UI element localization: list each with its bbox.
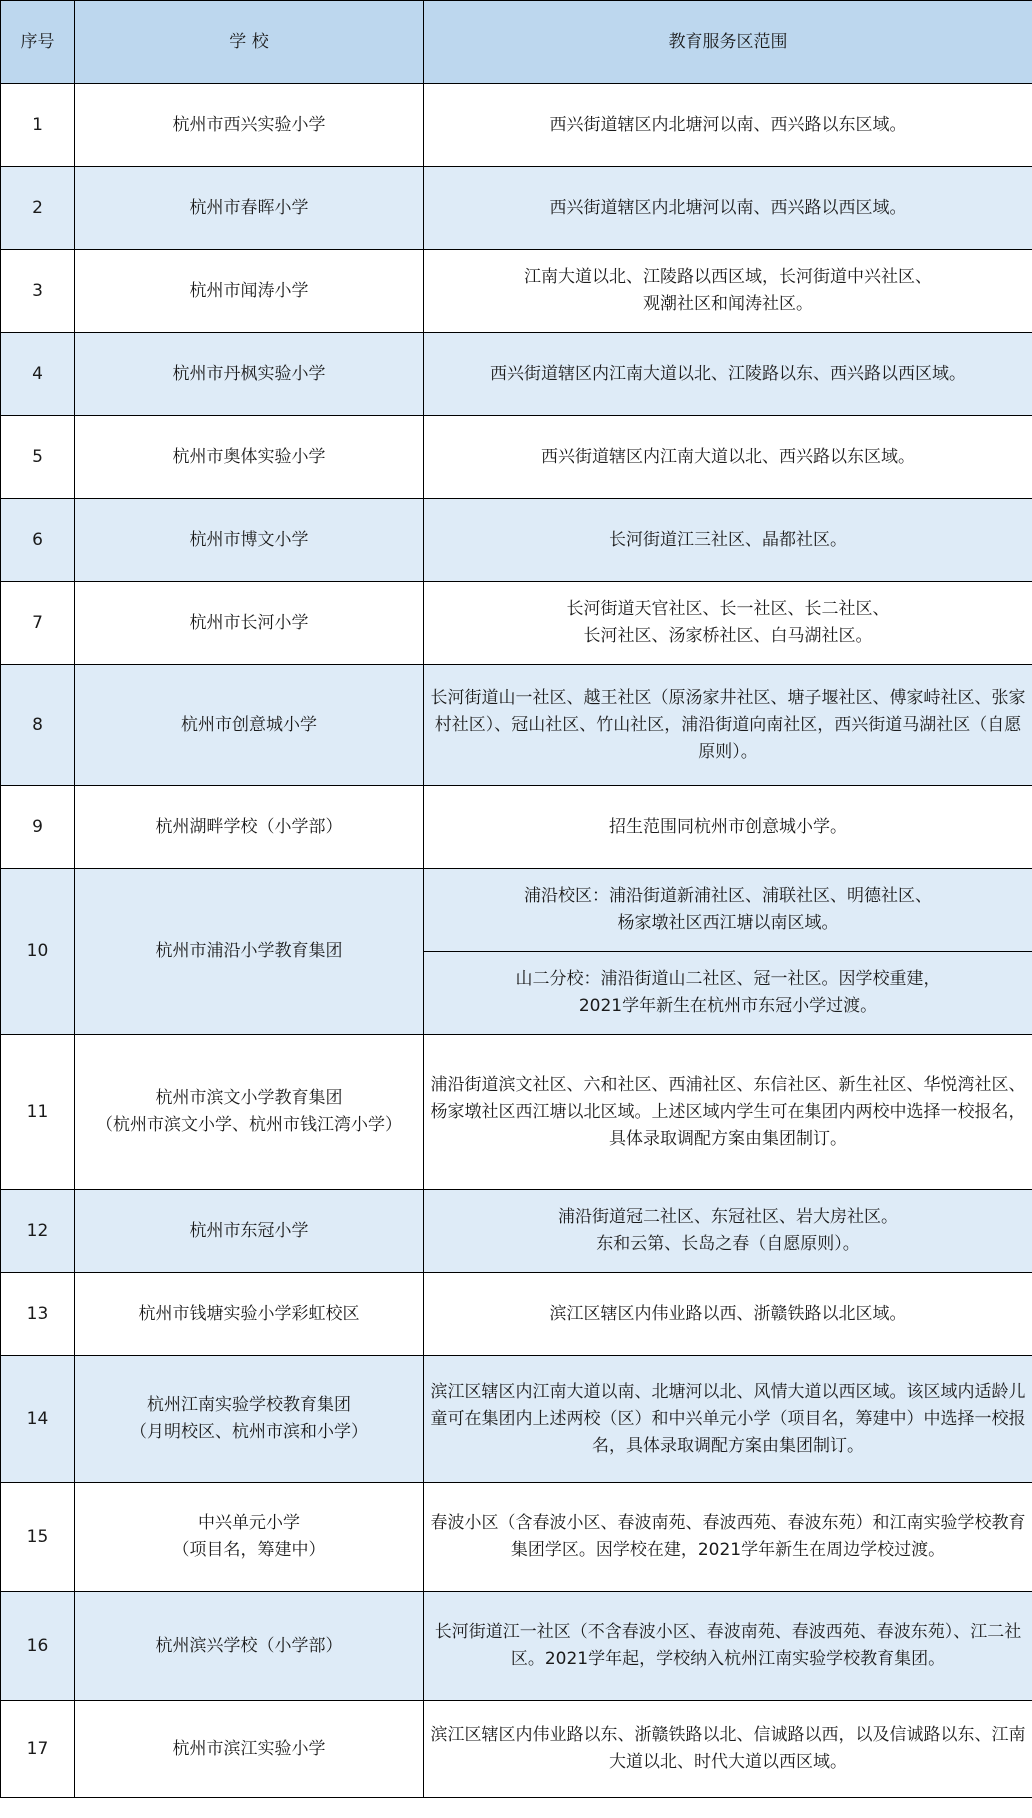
table-row bbox=[1, 250, 1032, 333]
service-area: 西兴街道辖区内江南大道以北、西兴路以东区域。 bbox=[424, 416, 1032, 499]
table-row bbox=[1, 1701, 1032, 1798]
row-number: 13 bbox=[1, 1273, 75, 1356]
school-name: 杭州市创意城小学 bbox=[75, 665, 424, 786]
service-area-line: 浦沿校区：浦沿街道新浦社区、浦联社区、明德社区、 bbox=[524, 886, 932, 906]
row-number: 15 bbox=[1, 1483, 75, 1592]
table-row bbox=[1, 499, 1032, 582]
table-row bbox=[1, 786, 1032, 869]
school-name-line: （月明校区、杭州市滨和小学） bbox=[130, 1422, 368, 1442]
service-area-line: 2021学年新生在杭州市东冠小学过渡。 bbox=[578, 996, 878, 1016]
service-area: 春波小区（含春波小区、春波南苑、春波西苑、春波东苑）和江南实验学校教育集团学区。因学校在建，2021学年新生在周边学校过渡。 bbox=[424, 1483, 1032, 1592]
school-name bbox=[75, 1035, 424, 1190]
row-number: 12 bbox=[1, 1190, 75, 1273]
service-area bbox=[424, 582, 1032, 665]
service-area-line: 江南大道以北、江陵路以西区域，长河街道中兴社区、 bbox=[524, 267, 932, 287]
row-number: 10 bbox=[1, 869, 75, 1035]
table-row bbox=[1, 665, 1032, 786]
school-name: 杭州市西兴实验小学 bbox=[75, 84, 424, 167]
service-area: 浦沿街道滨文社区、六和社区、西浦社区、东信社区、新生社区、华悦湾社区、杨家墩社区西江塘以北区域。上述区域内学生可在集团内两校中选择一校报名，具体录取调配方案由集团制订。 bbox=[424, 1035, 1032, 1190]
service-area-branch bbox=[424, 952, 1032, 1035]
row-number: 1 bbox=[1, 84, 75, 167]
table-row bbox=[1, 1035, 1032, 1190]
service-area-line: 长河街道天官社区、长一社区、长二社区、 bbox=[566, 599, 890, 619]
service-area bbox=[424, 1190, 1032, 1273]
service-area-line: 杨家墩社区西江塘以南区域。 bbox=[617, 913, 839, 933]
header-area: 教育服务区范围 bbox=[424, 1, 1032, 84]
row-number: 6 bbox=[1, 499, 75, 582]
header-row bbox=[1, 1, 1032, 84]
school-name-line: 杭州市滨文小学教育集团 bbox=[155, 1088, 343, 1108]
table-row bbox=[1, 1592, 1032, 1701]
service-area: 西兴街道辖区内江南大道以北、江陵路以东、西兴路以西区域。 bbox=[424, 333, 1032, 416]
row-number: 9 bbox=[1, 786, 75, 869]
school-name-line: （杭州市滨文小学、杭州市钱江湾小学） bbox=[96, 1115, 402, 1135]
row-number: 3 bbox=[1, 250, 75, 333]
service-area: 长河街道江三社区、晶都社区。 bbox=[424, 499, 1032, 582]
service-area bbox=[424, 250, 1032, 333]
table-row bbox=[1, 1273, 1032, 1356]
school-name: 杭州市浦沿小学教育集团 bbox=[75, 869, 424, 1035]
table-row bbox=[1, 416, 1032, 499]
table-row bbox=[1, 84, 1032, 167]
table-row bbox=[1, 1190, 1032, 1273]
table-row bbox=[1, 869, 1032, 952]
service-area-campus bbox=[424, 869, 1032, 952]
row-number: 8 bbox=[1, 665, 75, 786]
service-area: 招生范围同杭州市创意城小学。 bbox=[424, 786, 1032, 869]
header-school: 学 校 bbox=[75, 1, 424, 84]
school-name-line: （项目名，筹建中） bbox=[172, 1540, 326, 1560]
service-area: 西兴街道辖区内北塘河以南、西兴路以西区域。 bbox=[424, 167, 1032, 250]
row-number: 17 bbox=[1, 1701, 75, 1798]
service-area: 滨江区辖区内江南大道以南、北塘河以北、风情大道以西区域。该区域内适龄儿童可在集团内上述两校（区）和中兴单元小学（项目名，筹建中）中选择一校报名，具体录取调配方案由集团制订。 bbox=[424, 1356, 1032, 1483]
row-number: 11 bbox=[1, 1035, 75, 1190]
school-name: 杭州市博文小学 bbox=[75, 499, 424, 582]
school-name: 杭州市闻涛小学 bbox=[75, 250, 424, 333]
service-area-line: 东和云第、长岛之春（自愿原则）。 bbox=[596, 1234, 860, 1254]
service-area-line: 长河社区、汤家桥社区、白马湖社区。 bbox=[583, 626, 873, 646]
school-name: 杭州市滨江实验小学 bbox=[75, 1701, 424, 1798]
school-name: 杭州市长河小学 bbox=[75, 582, 424, 665]
service-area-line: 观潮社区和闻涛社区。 bbox=[643, 294, 813, 314]
row-number: 16 bbox=[1, 1592, 75, 1701]
service-area-line: 浦沿街道冠二社区、东冠社区、岩大房社区。 bbox=[558, 1207, 898, 1227]
row-number: 7 bbox=[1, 582, 75, 665]
school-name: 杭州滨兴学校（小学部） bbox=[75, 1592, 424, 1701]
school-name-line: 杭州江南实验学校教育集团 bbox=[147, 1395, 351, 1415]
service-area: 滨江区辖区内伟业路以西、浙赣铁路以北区域。 bbox=[424, 1273, 1032, 1356]
school-name: 杭州市奥体实验小学 bbox=[75, 416, 424, 499]
service-area: 长河街道山一社区、越王社区（原汤家井社区、塘子堰社区、傅家峙社区、张家村社区）、冠山社区、竹山社区，浦沿街道向南社区，西兴街道马湖社区（自愿原则）。 bbox=[424, 665, 1032, 786]
header-index: 序号 bbox=[1, 1, 75, 84]
table-row bbox=[1, 582, 1032, 665]
row-number: 2 bbox=[1, 167, 75, 250]
table-row bbox=[1, 1483, 1032, 1592]
table-row bbox=[1, 167, 1032, 250]
school-name: 杭州市春晖小学 bbox=[75, 167, 424, 250]
table-row bbox=[1, 1356, 1032, 1483]
service-area: 西兴街道辖区内北塘河以南、西兴路以东区域。 bbox=[424, 84, 1032, 167]
school-name: 杭州市钱塘实验小学彩虹校区 bbox=[75, 1273, 424, 1356]
school-name bbox=[75, 1483, 424, 1592]
service-area-line: 山二分校：浦沿街道山二社区、冠一社区。因学校重建， bbox=[515, 969, 941, 989]
row-number: 5 bbox=[1, 416, 75, 499]
row-number: 14 bbox=[1, 1356, 75, 1483]
school-name-line: 中兴单元小学 bbox=[198, 1513, 300, 1533]
school-name bbox=[75, 1356, 424, 1483]
service-area: 滨江区辖区内伟业路以东、浙赣铁路以北、信诚路以西，以及信诚路以东、江南大道以北、时代大道以西区域。 bbox=[424, 1701, 1032, 1798]
school-name: 杭州市东冠小学 bbox=[75, 1190, 424, 1273]
row-number: 4 bbox=[1, 333, 75, 416]
school-name: 杭州湖畔学校（小学部） bbox=[75, 786, 424, 869]
table-row bbox=[1, 333, 1032, 416]
service-area: 长河街道江一社区（不含春波小区、春波南苑、春波西苑、春波东苑）、江二社区。2021学年起，学校纳入杭州江南实验学校教育集团。 bbox=[424, 1592, 1032, 1701]
school-name: 杭州市丹枫实验小学 bbox=[75, 333, 424, 416]
